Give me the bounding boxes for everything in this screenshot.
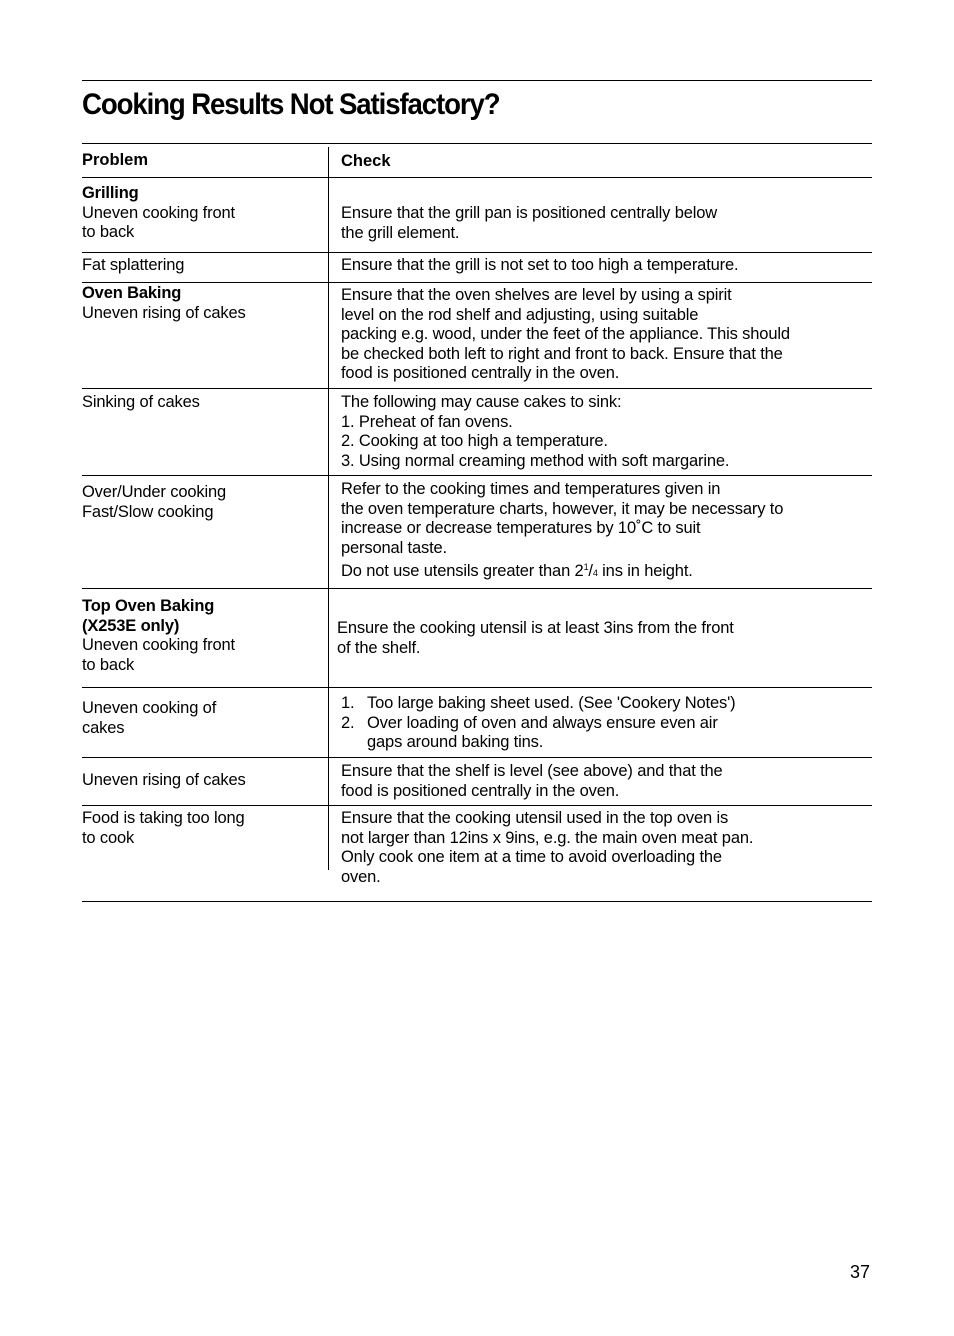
- problem-heading: Top Oven Baking: [82, 597, 215, 615]
- check-line: the oven temperature charts, however, it may be necessary to: [341, 499, 784, 518]
- check-line: Refer to the cooking times and temperatures given in: [341, 480, 721, 498]
- check-line: Ensure that the oven shelves are level by using a spirit: [341, 286, 732, 304]
- check-line: 2. Cooking at too high a temperature.: [341, 432, 608, 451]
- row-divider: [82, 757, 872, 758]
- table-row: [82, 809, 245, 848]
- check-line: be checked both left to right and front to back. Ensure that the: [341, 344, 783, 363]
- check-line: packing e.g. wood, under the feet of the appliance. This should: [341, 325, 790, 344]
- row-divider: [82, 252, 872, 253]
- problem-line: Fat splattering: [82, 256, 185, 274]
- problem-line: Fast/Slow cooking: [82, 502, 214, 521]
- table-row: [82, 597, 235, 675]
- problem-line: to cook: [82, 828, 135, 847]
- list-number: 1.: [341, 694, 355, 712]
- problem-line: to back: [82, 223, 135, 242]
- check-line: The following may cause cakes to sink:: [341, 393, 622, 411]
- check-line: personal taste.: [341, 538, 447, 557]
- problem-line: Uneven rising of cakes: [82, 771, 246, 789]
- top-rule: [82, 80, 872, 81]
- table-row: [82, 393, 200, 413]
- row-divider: [82, 282, 872, 283]
- check-text: [337, 619, 734, 658]
- check-line: Ensure that the shelf is level (see above) and that the: [341, 762, 723, 780]
- check-text: [341, 762, 723, 801]
- header-bottom-rule: [82, 177, 872, 178]
- problem-line: Uneven rising of cakes: [82, 303, 246, 322]
- list-text: Too large baking sheet used. (See 'Cookery Notes'): [367, 694, 736, 712]
- page-number: 37: [850, 1262, 871, 1282]
- row-divider: [82, 805, 872, 806]
- list-text: gaps around baking tins.: [367, 733, 544, 752]
- check-line: Only cook one item at a time to avoid overloading the: [341, 848, 722, 867]
- check-line: not larger than 12ins x 9ins, e.g. the main oven meat pan.: [341, 828, 754, 847]
- list-item: [341, 714, 735, 753]
- list-text: Over loading of oven and always ensure even air: [367, 713, 718, 732]
- check-text: [341, 286, 790, 384]
- problem-line: Food is taking too long: [82, 809, 245, 827]
- check-line-prefix: Do not use utensils greater than 2: [341, 562, 584, 581]
- check-line: 1. Preheat of fan ovens.: [341, 412, 513, 431]
- check-text: [341, 480, 783, 584]
- column-divider: [328, 147, 329, 870]
- check-line: of the shelf.: [337, 638, 421, 657]
- check-line-suffix: ins in height.: [597, 562, 693, 581]
- check-line: food is positioned centrally in the oven.: [341, 781, 620, 800]
- list-item: [341, 694, 735, 714]
- problem-heading: Oven Baking: [82, 284, 182, 302]
- page-title: Cooking Results Not Satisfactory?: [82, 88, 500, 121]
- check-list: [341, 694, 735, 753]
- check-line: increase or decrease temperatures by 10˚C to suit: [341, 519, 701, 538]
- check-line: level on the rod shelf and adjusting, using suitable: [341, 305, 699, 324]
- fraction-slash: /: [588, 562, 593, 581]
- check-text: [341, 393, 729, 471]
- check-line: oven.: [341, 867, 381, 886]
- row-divider: [82, 588, 872, 589]
- table-row: [82, 284, 246, 323]
- problem-heading: Grilling: [82, 184, 139, 202]
- problem-line: to back: [82, 655, 135, 674]
- header-problem: Problem: [82, 151, 149, 169]
- check-line: Ensure that the grill pan is positioned centrally below: [341, 204, 718, 222]
- check-line: the grill element.: [341, 223, 460, 242]
- check-text: [341, 204, 717, 243]
- check-line: food is positioned centrally in the oven.: [341, 364, 620, 383]
- row-divider: [82, 475, 872, 476]
- fraction-numerator: 1: [583, 562, 589, 573]
- problem-line: Uneven cooking of: [82, 699, 217, 717]
- table-row: [82, 256, 184, 276]
- header-check: Check: [341, 152, 391, 170]
- problem-heading: (X253E only): [82, 616, 180, 635]
- problem-line: Uneven cooking front: [82, 203, 235, 222]
- row-divider: [82, 388, 872, 389]
- check-text: [341, 256, 738, 276]
- problem-line: Sinking of cakes: [82, 393, 200, 411]
- table-bottom-rule: [82, 901, 872, 902]
- check-line: [341, 558, 783, 584]
- check-line: Ensure that the grill is not set to too high a temperature.: [341, 256, 739, 274]
- problem-line: Uneven cooking front: [82, 636, 235, 655]
- check-line: Ensure the cooking utensil is at least 3ins from the front: [337, 619, 734, 637]
- check-line: 3. Using normal creaming method with soft margarine.: [341, 451, 730, 470]
- check-text: [341, 809, 753, 887]
- table-top-rule: [82, 143, 872, 144]
- problem-line: cakes: [82, 718, 125, 737]
- problem-line: Over/Under cooking: [82, 483, 227, 501]
- table-row: [82, 771, 246, 791]
- table-row: [82, 184, 235, 243]
- fraction-denominator: 4: [592, 568, 598, 579]
- table-row: [82, 483, 226, 522]
- table-row: [82, 699, 216, 738]
- row-divider: [82, 687, 872, 688]
- list-number: 2.: [341, 713, 355, 732]
- check-line: Ensure that the cooking utensil used in the top oven is: [341, 809, 729, 827]
